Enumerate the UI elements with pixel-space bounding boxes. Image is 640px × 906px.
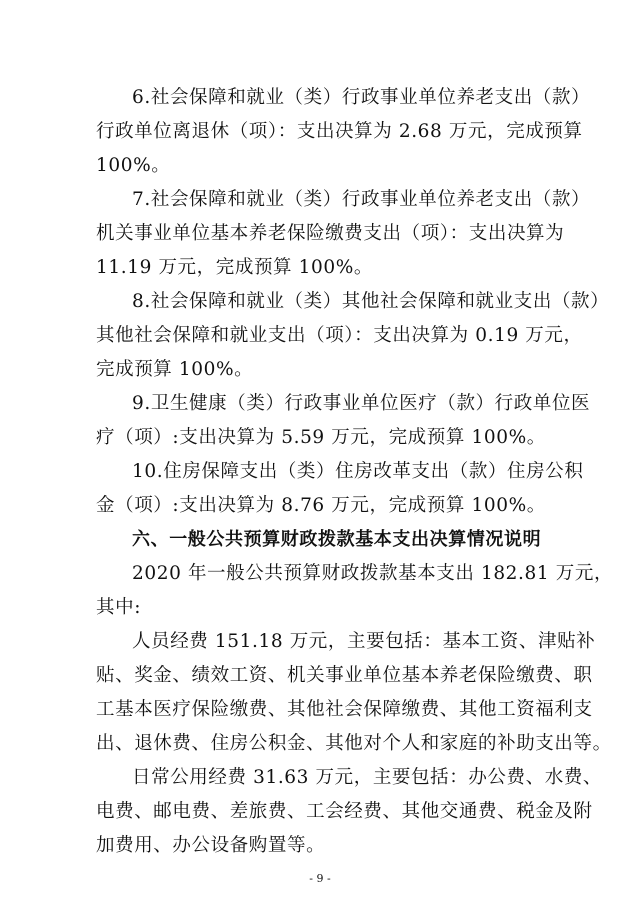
- text-line-personnel-b: 贴、奖金、绩效工资、机关事业单位基本养老保险缴费、职: [96, 665, 593, 686]
- text-line-item10-b: 金（项）:支出决算为 8.76 万元，完成预算 100%。: [96, 495, 546, 516]
- text-line-item8-c: 完成预算 100%。: [96, 359, 254, 380]
- text-line-office-b: 电费、邮电费、差旅费、工会经费、其他交通费、税金及附: [96, 801, 593, 822]
- text-line-summary-a: 2020 年一般公共预算财政拨款基本支出 182.81 万元，: [132, 563, 614, 584]
- text-line-personnel-a: 人员经费 151.18 万元，主要包括：基本工资、津贴补: [132, 631, 596, 652]
- text-line-item7-a: 7.社会保障和就业（类）行政事业单位养老支出（款）: [132, 189, 591, 210]
- text-line-office-c: 加费用、办公设备购置等。: [96, 835, 326, 856]
- section-heading: 六、一般公共预算财政拨款基本支出决算情况说明: [132, 529, 542, 550]
- text-line-item8-b: 其他社会保障和就业支出（项）：支出决算为 0.19 万元，: [96, 325, 583, 346]
- text-line-item9-a: 9.卫生健康（类）行政事业单位医疗（款）行政单位医: [132, 393, 591, 414]
- page-number: - 9 -: [309, 872, 331, 885]
- text-line-item7-c: 11.19 万元，完成预算 100%。: [96, 257, 374, 278]
- text-line-summary-b: 其中:: [96, 597, 142, 618]
- text-line-item6-a: 6.社会保障和就业（类）行政事业单位养老支出（款）: [132, 87, 591, 108]
- text-line-item7-b: 机关事业单位基本养老保险缴费支出（项）：支出决算为: [96, 223, 565, 244]
- text-line-item6-b: 行政单位离退休（项）：支出决算为 2.68 万元，完成预算: [96, 121, 583, 142]
- text-line-item9-b: 疗（项）:支出决算为 5.59 万元，完成预算 100%。: [96, 427, 546, 448]
- text-line-item10-a: 10.住房保障支出（类）住房改革支出（款）住房公积: [132, 461, 584, 482]
- text-line-office-a: 日常公用经费 31.63 万元，主要包括：办公费、水费、: [132, 767, 603, 788]
- text-line-item6-c: 100%。: [96, 155, 171, 176]
- text-line-personnel-d: 出、退休费、住房公积金、其他对个人和家庭的补助支出等。: [96, 733, 612, 754]
- text-line-personnel-c: 工基本医疗保险缴费、其他社会保障缴费、其他工资福利支: [96, 699, 593, 720]
- text-line-item8-a: 8.社会保障和就业（类）其他社会保障和就业支出（款）: [132, 291, 610, 312]
